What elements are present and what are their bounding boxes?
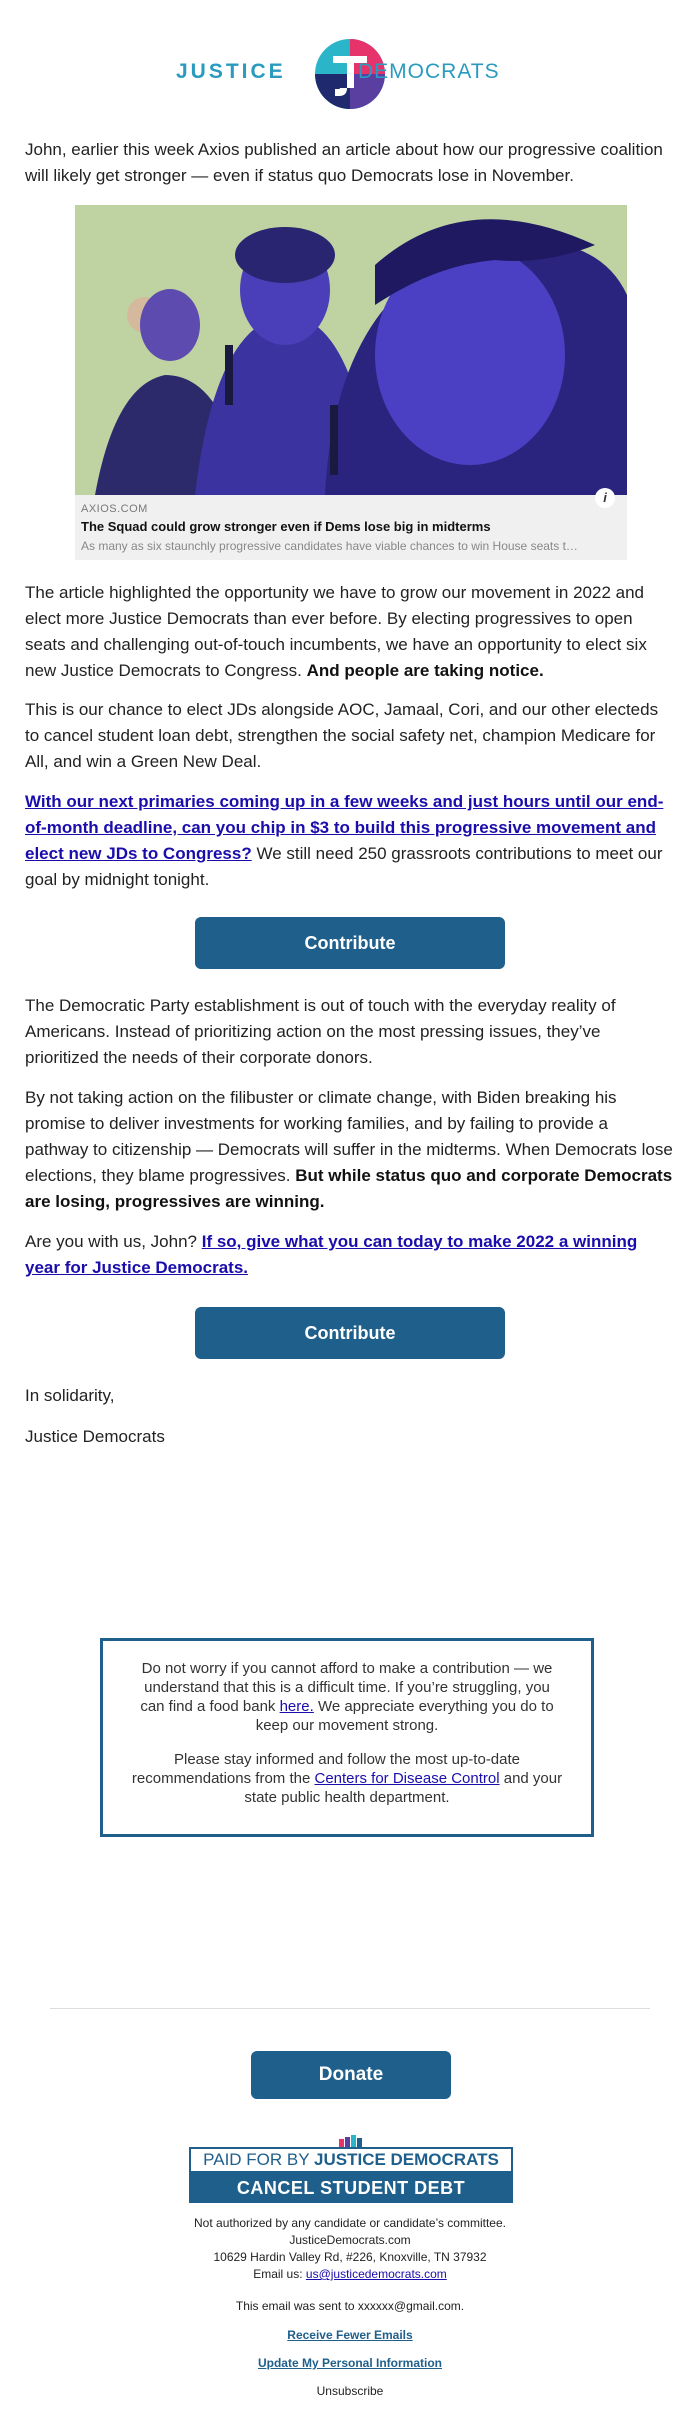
body-paragraph-opportunity: The article highlighted the opportunity we have to grow our movement in 2022 and elect more Justice Democrats than ever before. By electing progressives to open seats and challenging out-of-touch incumbents, we have an opportunity to elect six new Justice Democrats to Congress. And people are taking notice. bbox=[25, 583, 647, 680]
food-bank-link[interactable]: here. bbox=[279, 1698, 314, 1715]
notice-cdc: Please stay informed and follow the most up-to-date recommendations from the Centers for Disease Control and your state public health department. bbox=[131, 1751, 563, 1806]
body-paragraph-ask: With our next primaries coming up in a few weeks and just hours until our end-of-month deadline, can you chip in $3 to build this progressive movement and elect new JDs to Congress? We still need 250 grassroots contributions to meet our goal by midnight tonight. bbox=[25, 792, 664, 889]
paid-for-line: PAID FOR BY JUSTICE DEMOCRATS bbox=[189, 2147, 513, 2173]
body-paragraph-establishment: The Democratic Party establishment is out of touch with the everyday reality of Americans. Instead of prioritizing action on the most pressing issues, they’ve prioritized the needs of their corporate donors. bbox=[25, 996, 616, 1067]
unsubscribe-link[interactable]: Unsubscribe bbox=[316, 2384, 384, 2398]
cdc-link[interactable]: Centers for Disease Control bbox=[314, 1770, 500, 1787]
footer-site: JusticeDemocrats.com bbox=[289, 2233, 411, 2247]
signoff: In solidarity, bbox=[25, 1386, 115, 1405]
body-paragraph-with-us: Are you with us, John? If so, give what you can today to make 2022 a winning year for Justice Democrats. bbox=[25, 1232, 638, 1277]
receive-fewer-emails-link[interactable]: Receive Fewer Emails bbox=[287, 2328, 413, 2342]
article-source: AXIOS.COM bbox=[81, 503, 148, 515]
badge-slogan: CANCEL STUDENT DEBT bbox=[189, 2173, 513, 2203]
article-preview-card[interactable] bbox=[75, 205, 627, 560]
email-link[interactable]: us@justicedemocrats.com bbox=[305, 2267, 447, 2281]
notice-box bbox=[100, 1638, 594, 1837]
paid-for-badge bbox=[189, 2135, 513, 2205]
article-description: As many as six staunchly progressive candidates have viable chances to win House seats t… bbox=[81, 539, 578, 553]
contribute-button[interactable]: Contribute bbox=[195, 917, 505, 969]
notice-food-bank: Do not worry if you cannot afford to make a contribution — we understand that this is a difficult time. If you’re struggling, you can find a food bank here. We appreciate everything you do to keep our movement strong. bbox=[140, 1660, 554, 1734]
footer-email-line: Email us: us@justicedemocrats.com bbox=[253, 2267, 447, 2281]
logo-wordmark-justice: JUSTICE bbox=[176, 60, 286, 83]
give-link[interactable]: If so, give what you can today to make 2022 a winning year for Justice Democrats. bbox=[25, 1232, 638, 1277]
divider bbox=[50, 2008, 650, 2009]
donate-button[interactable]: Donate bbox=[251, 2051, 451, 2099]
logo-wordmark-democrats: DEMOCRATS bbox=[358, 60, 500, 83]
emphasis-text: But while status quo and corporate Democrats are losing, progressives are winning. bbox=[25, 1166, 673, 1211]
update-info-link[interactable]: Update My Personal Information bbox=[257, 2356, 443, 2370]
footer-address: 10629 Hardin Valley Rd, #226, Knoxville, TN 37932 bbox=[213, 2250, 487, 2264]
article-hero-image bbox=[75, 205, 627, 495]
info-icon[interactable]: i bbox=[595, 488, 615, 508]
chip-in-link[interactable]: With our next primaries coming up in a few weeks and just hours until our end-of-month deadline, can you chip in $3 to build this progressive movement and elect new JDs to Congress? bbox=[25, 792, 664, 863]
footer-disclaimer: Not authorized by any candidate or candidate’s committee. bbox=[194, 2216, 506, 2230]
signature: Justice Democrats bbox=[25, 1427, 165, 1446]
article-title[interactable]: The Squad could grow stronger even if Dems lose big in midterms bbox=[81, 519, 491, 534]
logo[interactable] bbox=[0, 38, 700, 110]
footer-sent-to: This email was sent to xxxxxx@gmail.com. bbox=[235, 2299, 465, 2313]
contribute-button[interactable]: Contribute bbox=[195, 1307, 505, 1359]
intro-paragraph: John, earlier this week Axios published an article about how our progressive coalition will likely get stronger — even if status quo Democrats lose in November. bbox=[25, 140, 663, 185]
emphasis-text: And people are taking notice. bbox=[306, 661, 544, 680]
body-paragraph-chance: This is our chance to elect JDs alongside AOC, Jamaal, Cori, and our other electeds to cancel student loan debt, strengthen the social safety net, champion Medicare for All, and win a Green New Deal. bbox=[25, 700, 659, 771]
body-paragraph-midterms: By not taking action on the filibuster or climate change, with Biden breaking his promise to deliver investments for working families, and by failing to provide a pathway to citizenship — Democrats will suffer in the midterms. When Democrats lose elections, they blame progressives. But while status quo and corporate Democrats are losing, progressives are winning. bbox=[25, 1088, 673, 1211]
